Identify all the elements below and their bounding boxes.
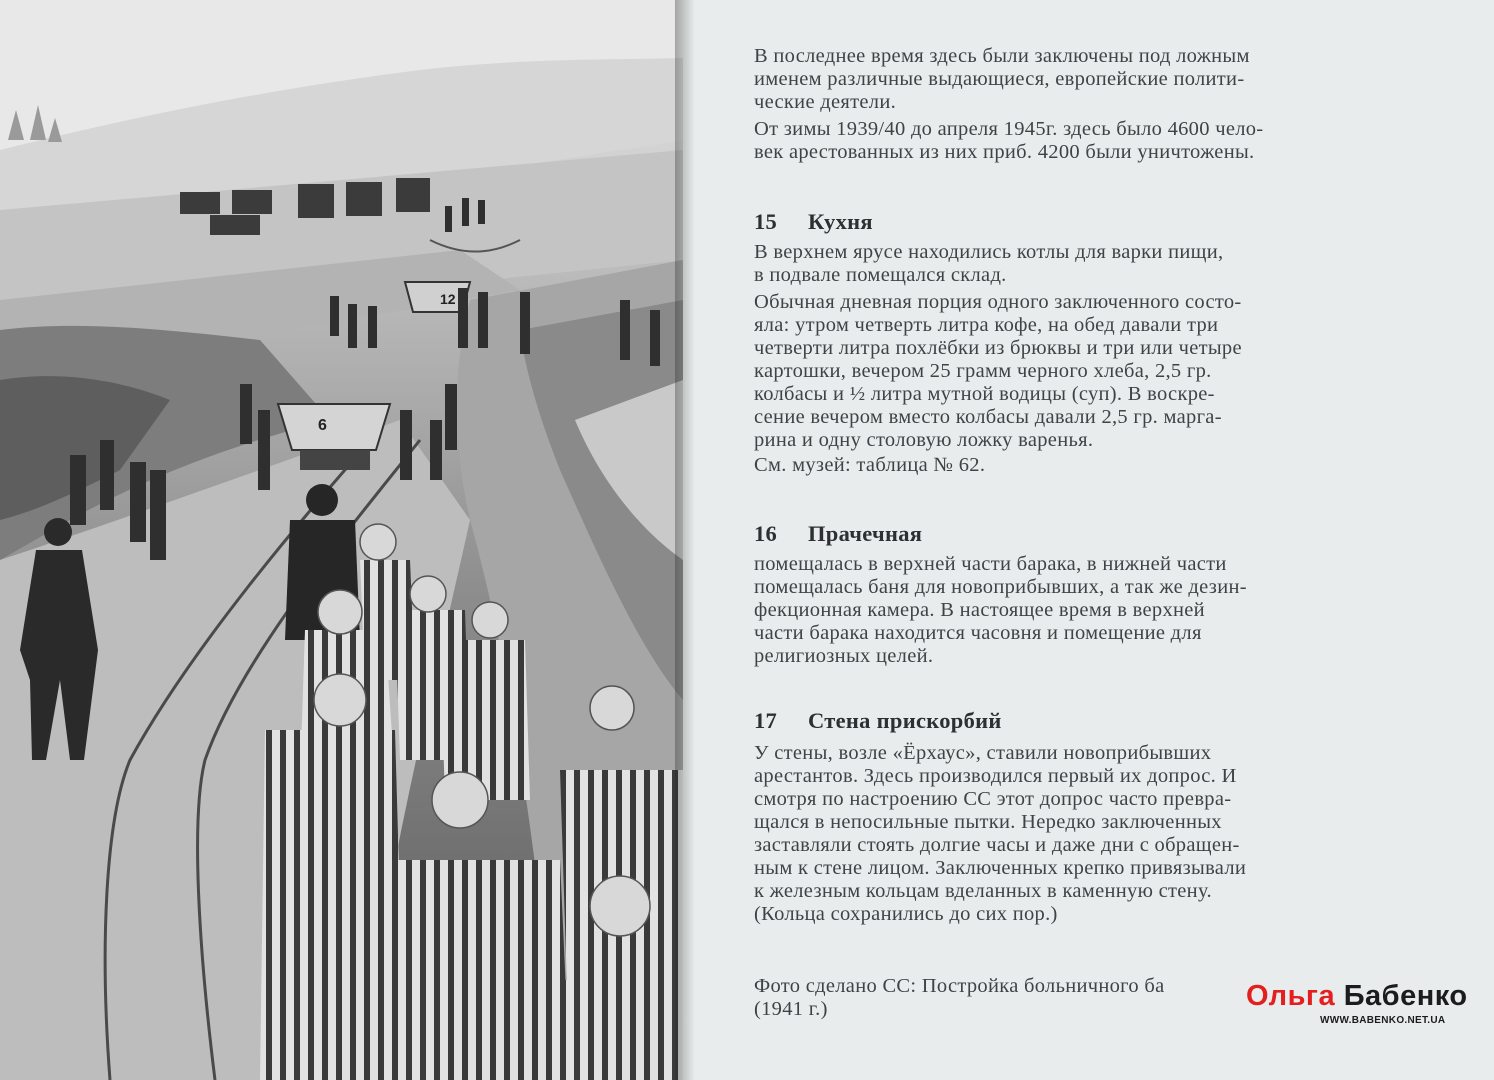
intro-paragraph-2: [754, 118, 1394, 164]
text-line: ческие деятели.: [754, 91, 897, 113]
watermark-last-name: Бабенко: [1343, 980, 1468, 1012]
text-line: четверти литра похлёбки из брюквы и три или четыре: [754, 337, 1242, 359]
text-line: к железным кольцам вделанных в каменную стену.: [754, 880, 1212, 902]
text-line: У стены, возле «Ёрхаус», ставили новоприбывших: [754, 742, 1212, 764]
section-number: 15: [754, 209, 778, 234]
text-line: части барака находится часовня и помещение для: [754, 622, 1202, 644]
text-line: заставляли стоять долгие часы и даже дни с обращен-: [754, 834, 1240, 856]
section-15-paragraph-1: [754, 241, 1394, 287]
text-line: картошки, вечером 25 грамм черного хлеба, 2,5 гр.: [754, 360, 1212, 382]
caption-line: (1941 г.): [754, 998, 828, 1020]
text-page: [754, 0, 1394, 1080]
section-17-paragraph-1: [754, 742, 1394, 926]
text-line: В последнее время здесь были заключены под ложным: [754, 45, 1250, 67]
page-gutter: [675, 0, 697, 1080]
text-line: В верхнем ярусе находились котлы для варки пищи,: [754, 241, 1224, 263]
watermark-url: WWW.BABENKO.NET.UA: [1320, 1015, 1446, 1026]
cart-number-6: 6: [318, 417, 327, 434]
text-line: рина и одну столовую ложку варенья.: [754, 429, 1094, 451]
text-line: в подвале помещался склад.: [754, 264, 1007, 286]
section-title: Кухня: [808, 209, 873, 234]
watermark-name: [1246, 980, 1468, 1013]
text-line: колбасы и ½ литра мутной водицы (суп). В воскре-: [754, 383, 1215, 405]
text-line: (Кольца сохранились до сих пор.): [754, 903, 1058, 925]
text-line: ным к стене лицом. Заключенных крепко привязывали: [754, 857, 1247, 879]
section-title: Прачечная: [808, 521, 923, 546]
text-line: Обычная дневная порция одного заключенного состо-: [754, 291, 1242, 313]
text-line: сение вечером вместо колбасы давали 2,5 гр. марга-: [754, 406, 1222, 428]
text-line: именем различные выдающиеся, европейские полити-: [754, 68, 1245, 90]
watermark-first-name: Ольга: [1246, 980, 1336, 1012]
text-line: помещалась в верхней части барака, в нижней части: [754, 553, 1227, 575]
section-number: 16: [754, 521, 778, 546]
text-line: век арестованных из них приб. 4200 были уничтожены.: [754, 141, 1255, 163]
photo-illustration: [0, 0, 683, 1080]
section-15-paragraph-3: [754, 454, 1394, 477]
text-line: щался в непосильные пытки. Нередко заключенных: [754, 811, 1222, 833]
section-16-paragraph-1: [754, 553, 1394, 668]
section-17-heading: [754, 708, 1002, 734]
intro-paragraph: [754, 45, 1394, 114]
text-line: От зимы 1939/40 до апреля 1945г. здесь было 4600 чело-: [754, 118, 1264, 140]
section-number: 17: [754, 708, 778, 733]
watermark-logo: [1246, 980, 1468, 1030]
caption-line: Фото сделано СС: Постройка больничного ба: [754, 975, 1165, 997]
text-line: арестантов. Здесь производился первый их допрос. И: [754, 765, 1237, 787]
text-line: яла: утром четверть литра кофе, на обед давали три: [754, 314, 1219, 336]
text-line: См. музей: таблица № 62.: [754, 454, 986, 476]
section-16-heading: [754, 521, 922, 547]
section-15-paragraph-2: [754, 291, 1394, 452]
text-line: помещалась баня для новоприбывших, а так же дезин-: [754, 576, 1247, 598]
text-line: религиозных целей.: [754, 645, 934, 667]
section-15-heading: [754, 209, 873, 235]
archival-photo: [0, 0, 683, 1080]
text-line: фекционная камера. В настоящее время в верхней: [754, 599, 1205, 621]
section-title: Стена прискорбий: [808, 708, 1002, 733]
text-line: смотря по настроению СС этот допрос часто превра-: [754, 788, 1232, 810]
cart-number-12: 12: [440, 291, 456, 307]
